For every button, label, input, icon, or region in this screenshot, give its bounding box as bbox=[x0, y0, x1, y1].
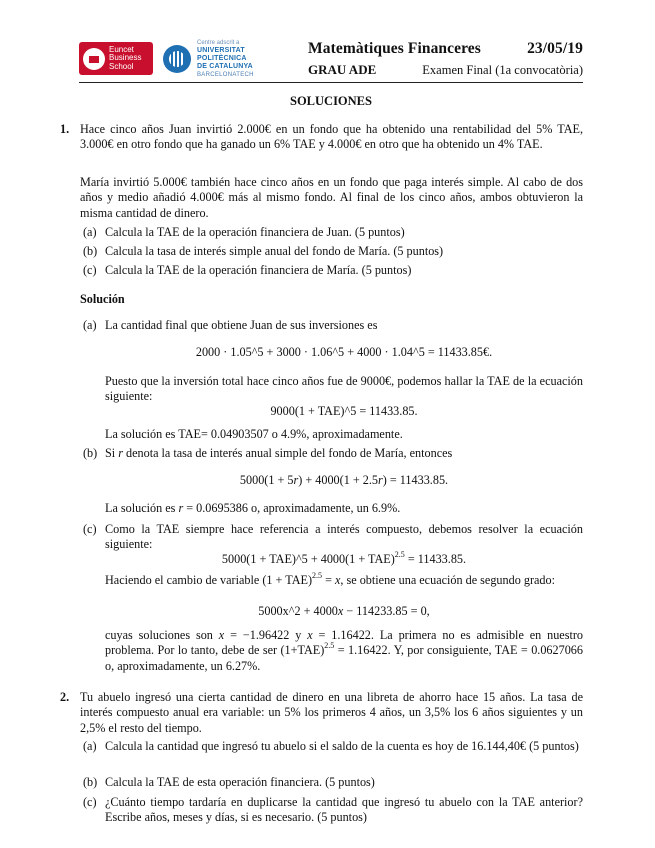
solution-a-text-2: Puesto que la inversión total hace cinco años fue de 9000€, podemos hallar la TAE de la ecuación siguiente: bbox=[105, 374, 583, 404]
problem-1-number: 1. bbox=[60, 122, 70, 136]
header-title-row bbox=[308, 40, 583, 58]
solution-b-equation: 5000(1 + 5r) + 4000(1 + 2.5r) = 11433.85. bbox=[239, 473, 449, 487]
upc-logo-line-1: UNIVERSITAT POLITÈCNICA bbox=[197, 46, 247, 62]
euncet-logo-line-3: School bbox=[109, 61, 134, 71]
solution-c-text-3: cuyas soluciones son x = −1.96422 y x = 1.16422. La primera no es admisible en nuestro problema. Por lo tanto, debe de ser $(1+TAE)^{2.5} = 1.16422$. Y, por consiguiente, TAE = 0.0627066 o, aproximadamente, un 6.27%. bbox=[105, 628, 583, 673]
problem-2-item-a-label: (a) bbox=[83, 739, 97, 753]
solution-c-label: (c) bbox=[83, 522, 97, 536]
euncet-logo-line-2: Business bbox=[109, 53, 142, 63]
exam-date: 23/05/19 bbox=[527, 40, 583, 57]
problem-2-item-b: Calcula la TAE de esta operación financiera. (5 puntos) bbox=[105, 775, 375, 789]
page-heading: SOLUCIONES bbox=[290, 94, 372, 108]
problem-1-item-b: Calcula la tasa de interés simple anual del fondo de María. (5 puntos) bbox=[105, 244, 444, 258]
upc-logo-line-2: DE CATALUNYA bbox=[197, 62, 253, 70]
upc-seal-icon bbox=[163, 45, 191, 73]
upc-logo-campus: BARCELONATECH bbox=[197, 71, 254, 78]
problem-2-item-c: ¿Cuánto tiempo tardaría en duplicarse la cantidad que ingresó tu abuelo con la TAE anterior? Escribe años, meses y días, si es necesario. (5 puntos) bbox=[105, 795, 583, 825]
euncet-logo-line-1: Euncet bbox=[109, 44, 134, 54]
solution-a-text-3: La solución es TAE= 0.04903507 o 4.9%, aproximadamente. bbox=[105, 427, 403, 441]
problem-1-item-a-label: (a) bbox=[83, 225, 97, 239]
problem-2-item-b-label: (b) bbox=[83, 775, 98, 789]
problem-1-statement: Hace cinco años Juan invirtió 2.000€ en un fondo que ha obtenido una rentabilidad del 5% TAE, 3.000€ en otro fondo que ha ganado un 6% TAE y 4.000€ en otro que ha obtenido un 4% TAE. bbox=[80, 122, 583, 152]
euncet-logo-mark bbox=[83, 48, 105, 70]
header-sub-row bbox=[308, 62, 583, 78]
degree-label: GRAU ADE bbox=[308, 62, 377, 77]
problem-2-item-a: Calcula la cantidad que ingresó tu abuelo si el saldo de la cuenta es hoy de 16.144,40€ (5 puntos) bbox=[105, 739, 579, 753]
problem-2-number: 2. bbox=[60, 690, 70, 704]
problem-1-item-c: Calcula la TAE de la operación financiera de María. (5 puntos) bbox=[105, 263, 412, 277]
solution-a-equation-2: 9000(1 + TAE)^5 = 11433.85. bbox=[270, 404, 418, 418]
problem-2-statement: Tu abuelo ingresó una cierta cantidad de dinero en una libreta de ahorro hace 15 años. La tasa de interés compuesto anual era variable: un 5% los primeros 4 años, un 3,5% los 6 años siguientes y un 2,5% el resto del tiempo. bbox=[80, 690, 583, 735]
solution-c-intro: Como la TAE siempre hace referencia a interés compuesto, debemos resolver la ecuación siguiente: bbox=[105, 522, 583, 552]
solution-c-equation-2: 5000x^2 + 4000x − 114233.85 = 0, bbox=[258, 604, 430, 618]
problem-1-item-c-label: (c) bbox=[83, 263, 97, 277]
problem-1-item-a: Calcula la TAE de la operación financiera de Juan. (5 puntos) bbox=[105, 225, 405, 239]
solution-b-intro bbox=[105, 446, 452, 461]
problem-1-item-b-label: (b) bbox=[83, 244, 98, 258]
solution-b-intro-post: denota la tasa de interés anual simple del fondo de María, entonces bbox=[122, 446, 453, 460]
solution-a-label: (a) bbox=[83, 318, 97, 332]
solution-b-intro-pre: Si bbox=[105, 446, 119, 460]
solution-a-intro: La cantidad final que obtiene Juan de sus inversiones es bbox=[105, 318, 378, 332]
problem-1-statement-2: María invirtió 5.000€ también hace cinco años en un fondo que paga interés simple. Al cabo de dos años y medio añadió 4.000€ más al mismo fondo. Al final de los cinco años, ambos obtuvieron la misma cantidad de dinero. bbox=[80, 175, 583, 220]
upc-logo bbox=[163, 39, 288, 78]
course-title: Matemàtiques Financeres bbox=[308, 40, 481, 57]
solution-b-label: (b) bbox=[83, 446, 98, 460]
solution-c-equation-1: 5000(1 + TAE)^5 + 4000(1 + TAE)$^{2.5}$ = 11433.85. bbox=[221, 549, 467, 566]
solution-b-variable: r bbox=[118, 446, 123, 460]
header-divider bbox=[79, 82, 583, 83]
solution-title: Solución bbox=[80, 292, 125, 306]
euncet-logo bbox=[79, 42, 153, 75]
problem-2-item-c-label: (c) bbox=[83, 795, 97, 809]
solution-a-equation-1: 2000 · 1.05^5 + 3000 · 1.06^5 + 4000 · 1.04^5 = 11433.85€. bbox=[195, 345, 493, 359]
solution-b-text-2: La solución es r = 0.0695386 o, aproximadamente, un 6.9%. bbox=[105, 501, 401, 515]
upc-logo-small: Centre adscrit a bbox=[197, 39, 240, 46]
exam-label: Examen Final (1a convocatòria) bbox=[422, 63, 583, 77]
solution-c-text-2: Haciendo el cambio de variable (1 + TAE)$^{2.5}$ = x, se obtiene una ecuación de segundo grado: bbox=[105, 570, 555, 587]
